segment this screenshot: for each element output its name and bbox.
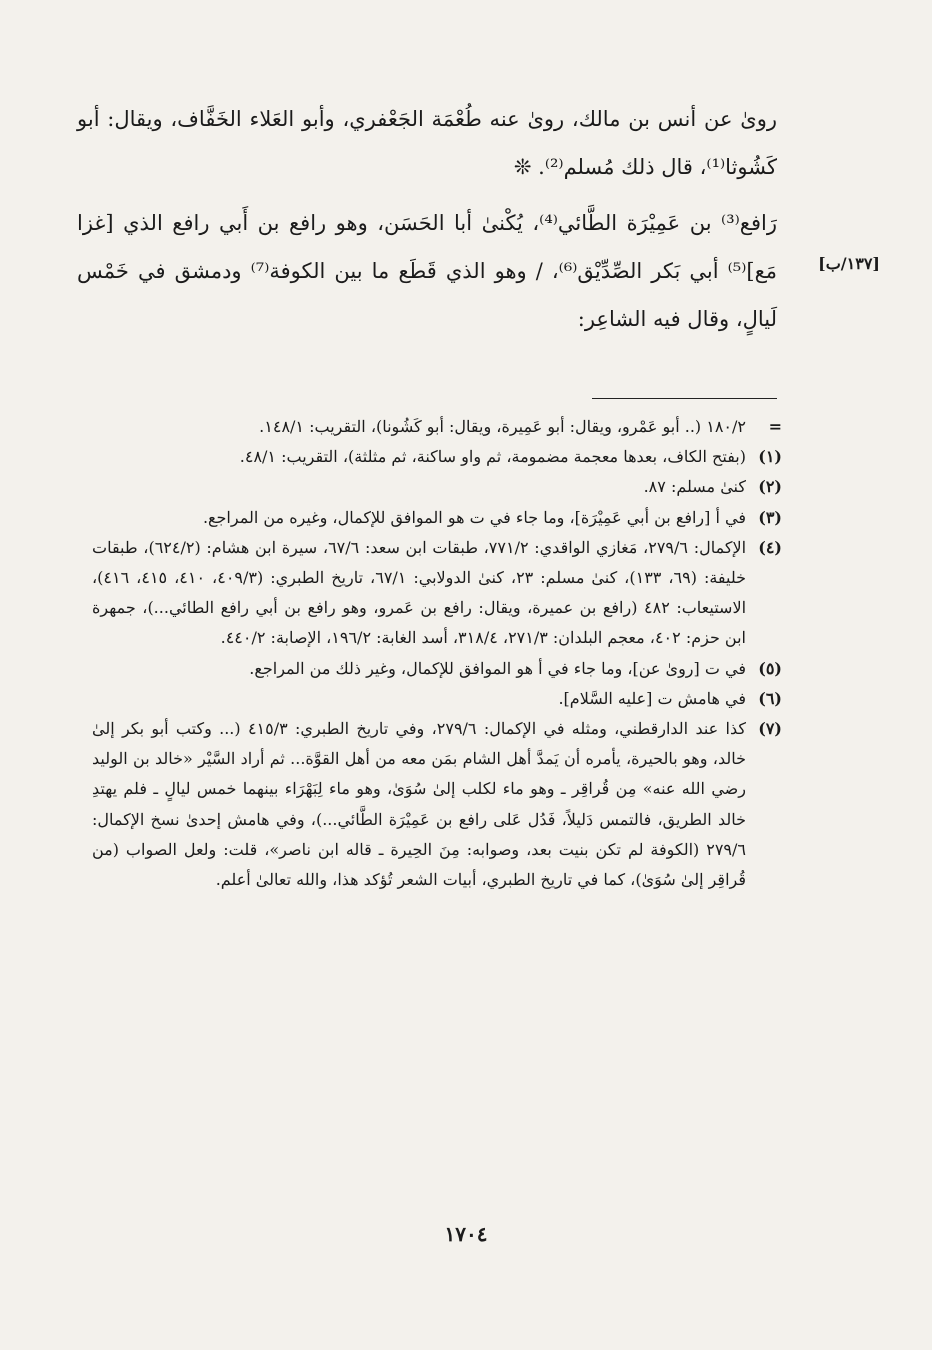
footnote-2 — [92, 472, 782, 502]
main-paragraph-1: روىٰ عن أنس بن مالك، روىٰ عنه طُعْمَة الجَعْفري، وأبو العَلاء الخَفَّاف، ويقال: أبو كَشُوثا⁽¹⁾، قال ذلك مُسلم⁽²⁾. ❊ — [77, 107, 777, 179]
footnote-number: = — [768, 417, 782, 436]
footnote-5 — [92, 654, 782, 684]
footnote-text: كنىٰ مسلم: ٨٧. — [643, 477, 746, 497]
footnote-number: (٧) — [758, 719, 782, 739]
footnote-continued — [92, 412, 782, 442]
footnote-text: ١٨٠/٢ (.. أبو عَمْرو، ويقال: أبو عَمِيرة، ويقال: أبو كَشُونا)، التقريب: ١٤٨/١. — [259, 417, 746, 436]
footnote-number: (٦) — [758, 688, 782, 708]
footnote-number: (٥) — [758, 658, 782, 678]
footnote-7 — [92, 714, 782, 895]
main-paragraph-2: رَافع⁽³⁾ بن عَمِيْرَة الطَّائي⁽⁴⁾، يُكْنىٰ أبا الحَسَن، وهو رافع بن أَبي رافع الذي [غزا مَع]⁽⁵⁾ أبي بَكر الصِّدِّيْق⁽⁶⁾، / وهو الذي قَطَع ما بين الكوفة⁽⁷⁾ ودمشق في خَمْس لَيالٍ، وقال فيه الشاعِر: — [77, 211, 777, 331]
footnote-number: (١) — [758, 447, 782, 467]
footnote-1 — [92, 442, 782, 472]
footnote-6 — [92, 684, 782, 714]
manuscript-folio-marker: [١٣٧/ب] — [818, 254, 880, 273]
page-number: ١٧٠٤ — [444, 1222, 488, 1246]
footnote-text: في أ [رافع بن أبي عَمِيْرَة]، وما جاء في ت هو الموافق للإكمال، وغيره من المراجع. — [202, 507, 746, 527]
footnote-text: في هامش ت [عليه السَّلام]. — [558, 688, 746, 708]
footnote-number: (٤) — [758, 537, 782, 557]
footnote-number: (٢) — [758, 477, 782, 497]
footnote-number: (٣) — [758, 507, 782, 527]
footnote-3 — [92, 503, 782, 533]
footnote-separator — [592, 398, 777, 399]
footnote-text: الإكمال: ٢٧٩/٦، مَغازي الواقدي: ٧٧١/٢، طبقات ابن سعد: ٦٧/٦، سيرة ابن هشام: (٦٢٤/٢)، طبقات خليفة: (٦٩، ١٣٣)، كنىٰ مسلم: ٢٣، كنىٰ الدولابي: ٦٧/١، تاريخ الطبري: (٤٠٩/٣، ٤١٠، ٤١٥، ٤١٦)، الاستيعاب: ٤٨٢ (رافع بن عميرة، ويقال: رافع بن عَمرو، وهو رافع بن أبي رافع الطائي...)، جمهرة ابن حزم: ٤٠٢، معجم البلدان: ٢٧١/٣، ٣١٨/٤، أسد الغابة: ١٩٦/٢، الإصابة: ٤٤٠/٢. — [92, 537, 747, 648]
footnote-text: كذا عند الدارقطني، ومثله في الإكمال: ٢٧٩/٦، وفي تاريخ الطبري: ٤١٥/٣ (... وكتب أبو بكر إلىٰ خالد، وهو بالحيرة، يأمره أن يَمدَّ أهل الشام بمَن معه من أهل القوَّة... ثم أراد السَّيْر «خالد بن الوليد رضي الله عنه» مِن قُراقِر ـ وهو ماء لكلب إلىٰ سُوَىٰ، وهو ماء لِبَهْرَاء بينهما خمس ليالٍ ـ فلم يهتدِ خالد الطريق، فالتمس دَليلاً، فَدُل عَلى رافع بن عَمِيْرَة الطَّائي...)، وفي هامش إحدىٰ نسخ الإكمال: ٢٧٩/٦ (الكوفة لم تكن بنيت بعد، وصوابه: مِنَ الحِيرة ـ قاله ابن ناصر»، قلت: ولعل الصواب (من قُراقِر إلىٰ سُوَىٰ)، كما في تاريخ الطبري، أبيات الشعر تُؤكد هذا، والله تعالىٰ أعلم. — [92, 719, 747, 890]
footnotes — [92, 412, 782, 895]
footnote-text: (بفتح الكاف، بعدها معجمة مضمومة، ثم واو ساكنة، ثم مثلثة)، التقريب: ٤٨/١. — [239, 447, 746, 467]
footnote-4 — [92, 533, 782, 654]
footnote-text: في ت [روىٰ عن]، وما جاء في أ هو الموافق للإكمال، وغير ذلك من المراجع. — [249, 658, 746, 678]
main-text — [77, 95, 777, 343]
